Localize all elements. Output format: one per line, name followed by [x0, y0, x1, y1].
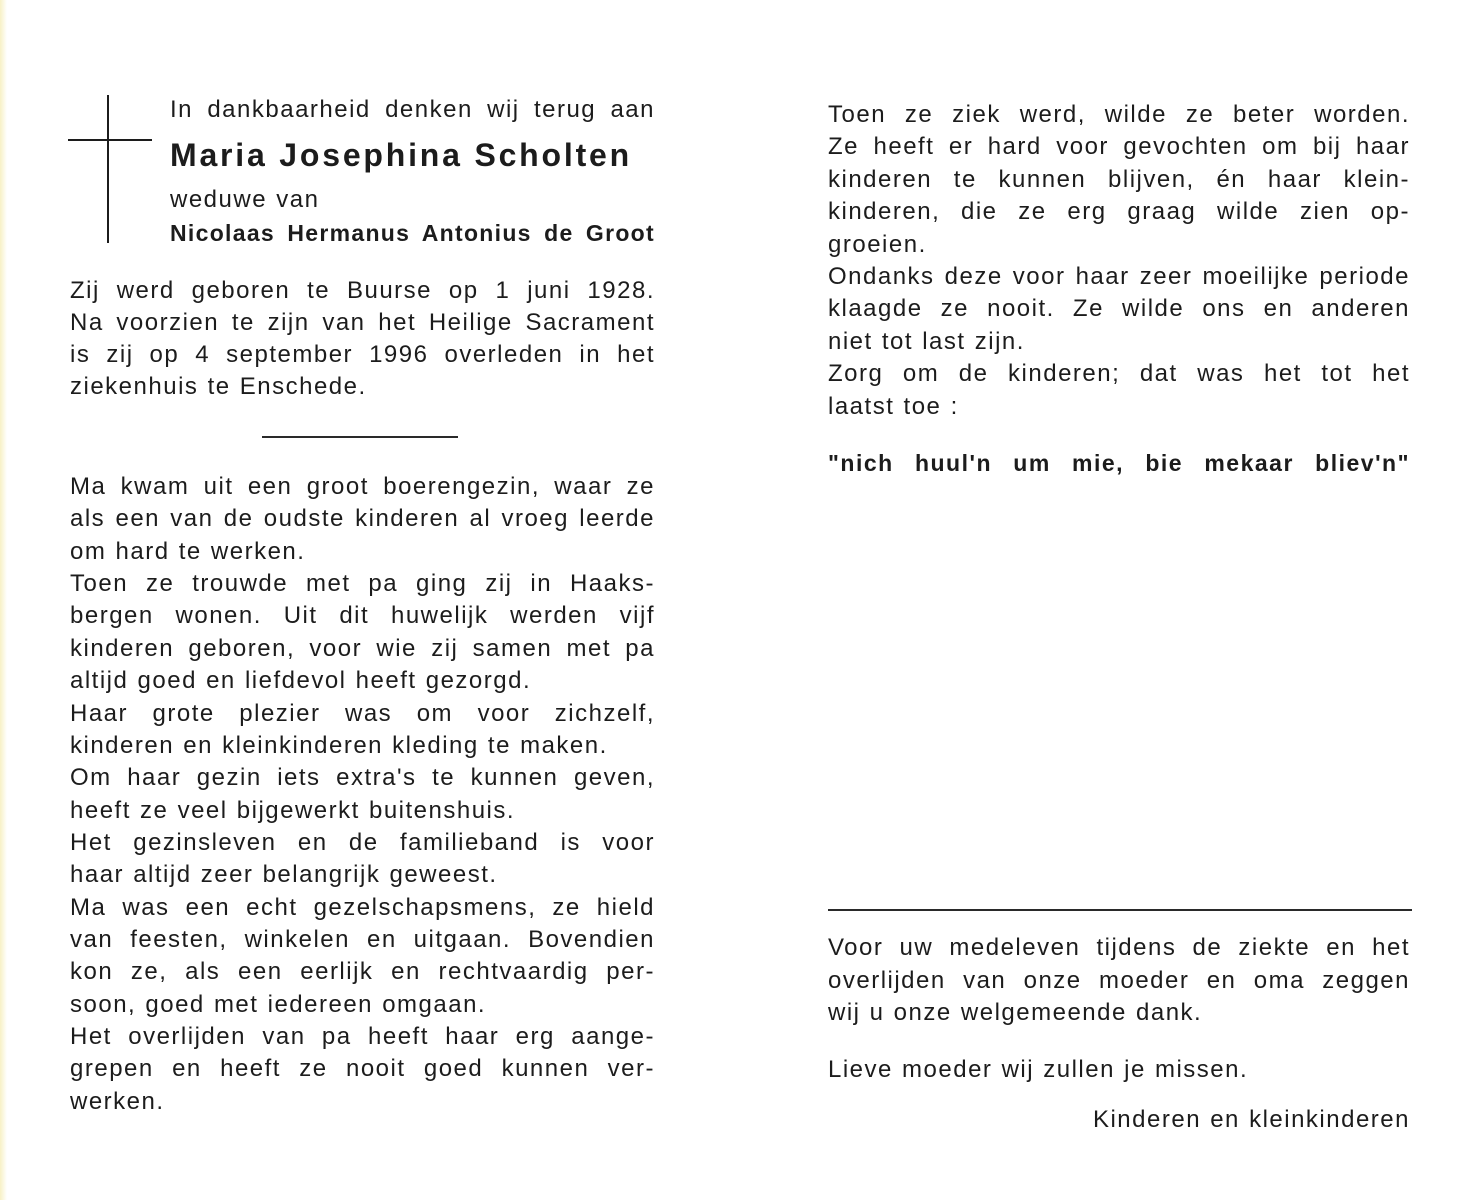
- section-divider: [262, 436, 458, 438]
- text-line: groeien.: [828, 230, 927, 258]
- text-line: heeft ze veel bijgewerkt buitenshuis.: [70, 796, 516, 824]
- paragraph: [70, 1021, 655, 1118]
- paragraph: [828, 358, 1410, 423]
- text-line: kinderen te kunnen blijven, én haar klein-: [828, 165, 1410, 193]
- paragraph: [70, 568, 655, 697]
- text-line: Het gezinsleven en de familieband is voor: [70, 828, 655, 856]
- text-line: om hard te werken.: [70, 537, 306, 565]
- text-line: Ma kwam uit een groot boerengezin, waar ze: [70, 473, 655, 500]
- paragraph: [70, 827, 655, 892]
- text-line: Zorg om de kinderen; dat was het tot het: [828, 360, 1410, 388]
- text-line: ziekenhuis te Enschede.: [70, 373, 367, 401]
- text-line: Om haar gezin iets extra's te kunnen geven,: [70, 764, 655, 792]
- text-line: werken.: [70, 1087, 165, 1115]
- paragraph: [70, 762, 655, 827]
- deceased-name: Maria Josephina Scholten: [170, 137, 632, 173]
- cross-icon-bar: [68, 139, 152, 141]
- text-line: is zij op 4 september 1996 overleden in het: [70, 341, 655, 369]
- text-line: Ma was een echt gezelschapsmens, ze hield: [70, 893, 655, 921]
- text-line: soon, goed met iedereen omgaan.: [70, 990, 487, 1018]
- text-line: Toen ze ziek werd, wilde ze beter worden.: [828, 101, 1410, 128]
- text-line: Voor uw medeleven tijdens de ziekte en het: [828, 934, 1410, 961]
- text-line: altijd goed en liefdevol heeft gezorgd.: [70, 667, 532, 695]
- text-line: kinderen, die ze erg graag wilde zien op-: [828, 198, 1410, 226]
- signature-line: Kinderen en kleinkinderen: [1092, 1106, 1410, 1133]
- text-line: kinderen geboren, voor wie zij samen met pa: [70, 634, 655, 662]
- illness-story: [828, 99, 1410, 423]
- text-line: klaagde ze nooit. Ze wilde ons en anderen: [828, 295, 1410, 323]
- farewell-line: Lieve moeder wij zullen je missen.: [828, 1056, 1249, 1083]
- cross-icon: [107, 95, 109, 243]
- text-line: Zij werd geboren te Buurse op 1 juni 1928.: [70, 277, 655, 304]
- text-line: wij u onze welgemeende dank.: [828, 999, 1203, 1026]
- text-line: Toen ze trouwde met pa ging zij in Haaks-: [70, 570, 655, 598]
- text-line: van feesten, winkelen en uitgaan. Bovendien: [70, 926, 655, 954]
- birth-paragraph: [70, 275, 655, 403]
- paragraph: [828, 261, 1410, 358]
- paragraph: [828, 99, 1410, 261]
- text-line: bergen wonen. Uit dit huwelijk werden vijf: [70, 602, 655, 630]
- life-story: [70, 471, 655, 1118]
- paragraph: [70, 275, 655, 403]
- paragraph: [70, 698, 655, 763]
- paragraph: [828, 932, 1410, 1030]
- paper-edge: [0, 0, 7, 1200]
- text-line: Ondanks deze voor haar zeer moeilijke periode: [828, 262, 1410, 290]
- text-line: grepen en heeft ze nooit goed kunnen ver-: [70, 1055, 655, 1083]
- spouse-name: Nicolaas Hermanus Antonius de Groot: [170, 220, 655, 246]
- intro-line: In dankbaarheid denken wij terug aan: [170, 96, 655, 123]
- text-line: Haar grote plezier was om voor zichzelf,: [70, 699, 655, 727]
- relation-line: weduwe van: [170, 186, 320, 213]
- text-line: Ze heeft er hard voor gevochten om bij haar: [828, 133, 1410, 161]
- paragraph: [70, 471, 655, 568]
- text-line: kinderen en kleinkinderen kleding te maken.: [70, 731, 608, 759]
- text-line: kon ze, als een eerlijk en rechtvaardig per-: [70, 958, 655, 986]
- thanks-paragraph: [828, 932, 1410, 1030]
- thanks-divider: [828, 909, 1412, 911]
- dialect-quote: "nich huul'n um mie, bie mekaar bliev'n": [828, 450, 1410, 476]
- text-line: niet tot last zijn.: [828, 327, 1025, 355]
- text-line: overlijden van onze moeder en oma zeggen: [828, 966, 1410, 994]
- paragraph: [70, 892, 655, 1021]
- text-line: laatst toe :: [828, 392, 959, 420]
- text-line: als een van de oudste kinderen al vroeg leerde: [70, 505, 655, 533]
- text-line: Na voorzien te zijn van het Heilige Sacrament: [70, 309, 655, 337]
- text-line: haar altijd zeer belangrijk geweest.: [70, 861, 498, 889]
- text-line: Het overlijden van pa heeft haar erg aange-: [70, 1023, 655, 1051]
